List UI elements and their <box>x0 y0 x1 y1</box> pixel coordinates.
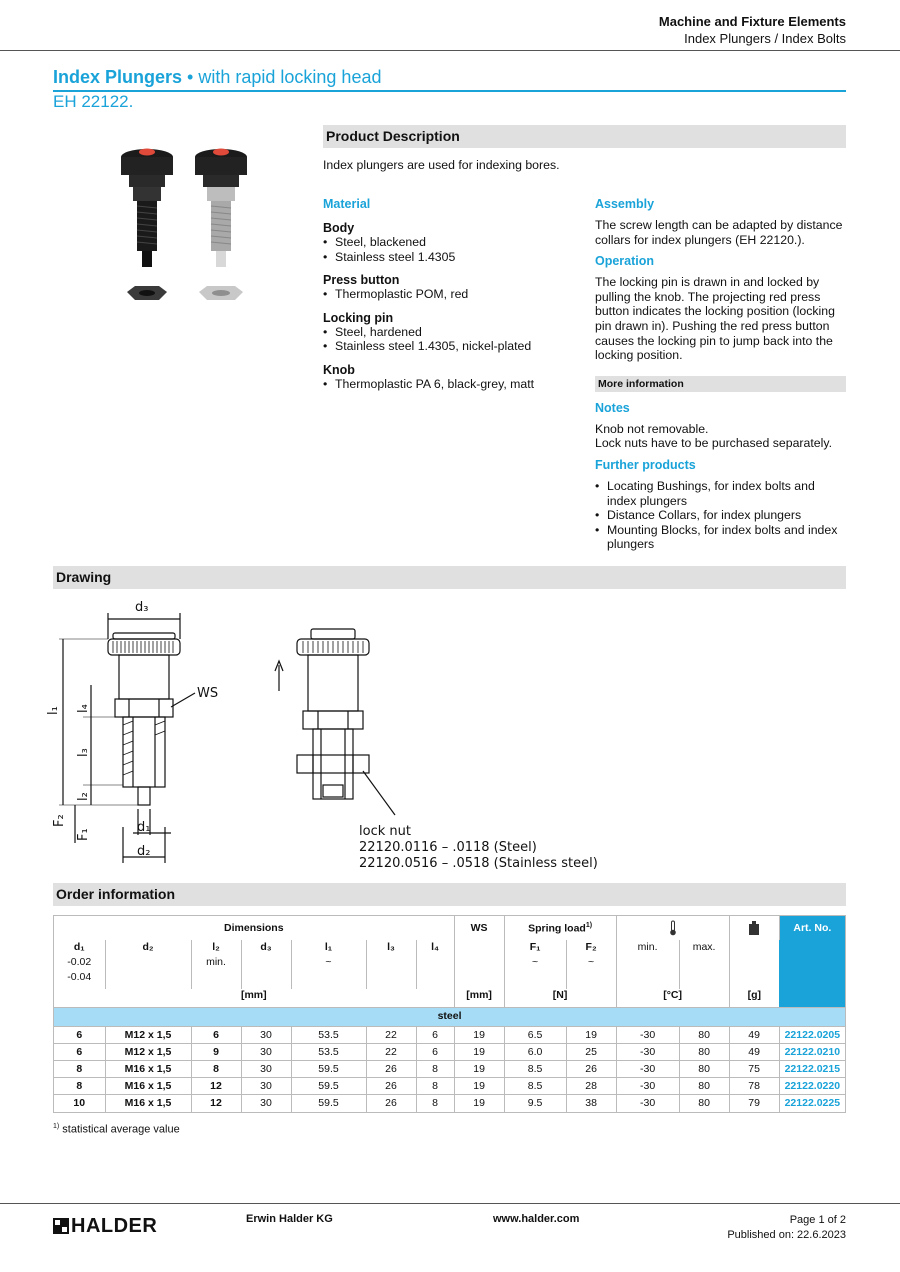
col-d2: d₂ <box>105 940 191 989</box>
unit-g: [g] <box>747 989 762 1001</box>
dimensions-header: Dimensions <box>54 916 454 940</box>
cell-l3: 26 <box>366 1095 416 1112</box>
art-no-link[interactable]: 22122.0205 <box>779 1027 845 1044</box>
cell-d3: 30 <box>241 1078 291 1095</box>
unit-n: [N] <box>504 989 616 1007</box>
further-product-link[interactable]: • Distance Collars, for index plungers <box>595 508 846 523</box>
ws-header: WS <box>454 916 504 940</box>
cell-l1: 59.5 <box>291 1061 366 1078</box>
footer-page: Page 1 of 2 <box>789 1214 846 1226</box>
material-item: • Stainless steel 1.4305 <box>323 250 583 265</box>
unit-mm: [mm] <box>54 989 454 1007</box>
title-underline <box>53 90 846 92</box>
cell-d2: M16 x 1,5 <box>105 1095 191 1112</box>
cell-ws: 19 <box>454 1061 504 1078</box>
cell-temp-max: 80 <box>679 1095 729 1112</box>
cell-d1: 8 <box>54 1078 105 1095</box>
cell-d3: 30 <box>241 1044 291 1061</box>
col-l4: l₄ <box>416 940 454 989</box>
footnote <box>53 1123 180 1136</box>
right-column <box>595 197 846 552</box>
cell-temp-max: 80 <box>679 1044 729 1061</box>
cell-l2: 9 <box>191 1044 241 1061</box>
header-divider <box>0 50 900 51</box>
footer-company: Erwin Halder KG <box>246 1213 333 1225</box>
footer-published: Published on: 22.6.2023 <box>727 1229 846 1241</box>
page-title <box>53 67 381 88</box>
cell-f1: 6.5 <box>504 1027 566 1044</box>
l1-note: ~ <box>325 956 332 968</box>
cell-ws: 19 <box>454 1078 504 1095</box>
drawing-heading: Drawing <box>53 566 846 589</box>
order-table <box>53 915 846 1113</box>
label-d2: d₂ <box>137 844 151 859</box>
further-products-heading: Further products <box>595 457 696 472</box>
l1-label: l₁ <box>324 941 333 953</box>
material-group-name: Knob <box>323 362 355 377</box>
art-no-header: Art. No. <box>779 916 845 1008</box>
title-rest: with rapid locking head <box>198 67 382 87</box>
weight-icon <box>748 920 760 936</box>
cell-l3: 22 <box>366 1044 416 1061</box>
technical-drawing <box>46 595 613 875</box>
cell-weight: 49 <box>729 1027 779 1044</box>
further-product-link[interactable]: • Locating Bushings, for index bolts and index plungers <box>595 479 846 508</box>
material-item: • Steel, hardened <box>323 325 583 340</box>
label-l3: l₃ <box>76 748 91 757</box>
cell-weight: 49 <box>729 1044 779 1061</box>
cell-l1: 59.5 <box>291 1078 366 1095</box>
col-f2 <box>566 940 616 989</box>
page-header <box>659 13 846 47</box>
art-no-link[interactable]: 22122.0225 <box>779 1095 845 1112</box>
weight-header <box>729 916 779 940</box>
cell-f2: 26 <box>566 1061 616 1078</box>
footer-meta <box>727 1213 846 1243</box>
cell-l2: 12 <box>191 1095 241 1112</box>
col-ws <box>454 940 504 989</box>
material-item: • Thermoplastic POM, red <box>323 287 583 302</box>
order-information-heading: Order information <box>53 883 846 906</box>
material-heading: Material <box>323 197 371 211</box>
art-no-link[interactable]: 22122.0210 <box>779 1044 845 1061</box>
header-breadcrumb: Index Plungers / Index Bolts <box>684 31 846 46</box>
further-product-link[interactable]: • Mounting Blocks, for index bolts and index plungers <box>595 523 846 552</box>
lock-nut-stainless: 22120.0516 – .0518 (Stainless steel) <box>359 856 598 871</box>
col-l3: l₃ <box>366 940 416 989</box>
lock-nut-steel: 22120.0116 – .0118 (Steel) <box>359 840 537 855</box>
cell-f2: 28 <box>566 1078 616 1095</box>
col-l2 <box>191 940 241 989</box>
f1-note: ~ <box>532 956 539 968</box>
cell-ws: 19 <box>454 1027 504 1044</box>
cell-d3: 30 <box>241 1061 291 1078</box>
col-d1 <box>54 940 105 989</box>
l2-note: min. <box>206 956 226 968</box>
f2-note: ~ <box>588 956 595 968</box>
product-photo <box>115 140 265 320</box>
cell-weight: 78 <box>729 1078 779 1095</box>
cell-l2: 8 <box>191 1061 241 1078</box>
thermometer-icon <box>668 920 678 936</box>
footer-divider <box>0 1203 900 1204</box>
l2-label: l₂ <box>212 941 220 953</box>
cell-temp-max: 80 <box>679 1061 729 1078</box>
material-group-name: Locking pin <box>323 310 394 325</box>
header-category: Machine and Fixture Elements <box>658 14 846 29</box>
cell-d2: M12 x 1,5 <box>105 1027 191 1044</box>
cell-d2: M16 x 1,5 <box>105 1078 191 1095</box>
product-description-intro: Index plungers are used for indexing bores. <box>323 158 560 172</box>
label-f1: F₁ <box>76 828 91 841</box>
col-weight <box>729 940 779 989</box>
label-ws: WS <box>197 686 219 701</box>
spring-load-header <box>504 916 616 940</box>
material-group-name: Body <box>323 221 355 235</box>
further-products-list <box>595 479 846 552</box>
cell-l4: 8 <box>416 1061 454 1078</box>
label-l1: l₁ <box>46 706 61 715</box>
cell-f1: 6.0 <box>504 1044 566 1061</box>
table-row <box>54 1044 845 1061</box>
cell-l3: 26 <box>366 1078 416 1095</box>
col-temp-max: max. <box>679 940 729 989</box>
cell-d3: 30 <box>241 1095 291 1112</box>
notes-heading: Notes <box>595 400 630 415</box>
assembly-heading: Assembly <box>595 197 655 211</box>
assembly-text: The screw length can be adapted by distance collars for index plungers (EH 22120.). <box>595 218 843 247</box>
cell-l1: 53.5 <box>291 1044 366 1061</box>
table-row <box>54 1095 845 1112</box>
cell-f2: 25 <box>566 1044 616 1061</box>
temperature-header <box>616 916 729 940</box>
label-d1: d₁ <box>137 820 151 835</box>
cell-l2: 6 <box>191 1027 241 1044</box>
more-information-heading: More information <box>595 376 846 392</box>
cell-l4: 6 <box>416 1027 454 1044</box>
spring-load-footnote-ref: 1) <box>585 922 593 929</box>
cell-temp-max: 80 <box>679 1027 729 1044</box>
cell-weight: 75 <box>729 1061 779 1078</box>
cell-f1: 8.5 <box>504 1078 566 1095</box>
cell-weight: 79 <box>729 1095 779 1112</box>
label-l2: l₂ <box>76 792 91 801</box>
cell-ws: 19 <box>454 1044 504 1061</box>
cell-d2: M16 x 1,5 <box>105 1061 191 1078</box>
f2-label: F₂ <box>585 941 597 953</box>
cell-l1: 59.5 <box>291 1095 366 1112</box>
cell-d2: M12 x 1,5 <box>105 1044 191 1061</box>
col-f1 <box>504 940 566 989</box>
operation-text: The locking pin is drawn in and locked by pulling the knob. The projecting red press button indicates the locking position (locking pin drawn in). Pushing the red press button causes the locking pin to jump back into the locking position. <box>595 275 835 363</box>
title-main: Index Plungers <box>53 67 183 87</box>
material-body <box>323 221 583 264</box>
lock-nut-label: lock nut <box>359 824 411 839</box>
art-no-link[interactable]: 22122.0215 <box>779 1061 845 1078</box>
col-l1 <box>291 940 366 989</box>
cell-temp-min: -30 <box>616 1044 679 1061</box>
unit-ws: [mm] <box>454 989 504 1007</box>
cell-d1: 6 <box>54 1027 105 1044</box>
halder-logo <box>53 1217 157 1235</box>
d1-tolerance-upper: -0.02 <box>67 956 92 968</box>
label-d3: d₃ <box>135 600 149 615</box>
operation-heading: Operation <box>595 254 655 269</box>
cell-temp-min: -30 <box>616 1027 679 1044</box>
material-locking-pin <box>323 311 583 354</box>
table-row <box>54 1027 845 1044</box>
cell-l1: 53.5 <box>291 1027 366 1044</box>
material-knob <box>323 363 583 392</box>
product-description-heading: Product Description <box>323 125 846 148</box>
material-item: • Stainless steel 1.4305, nickel-plated <box>323 339 583 354</box>
col-temp-min: min. <box>616 940 679 989</box>
material-press-button <box>323 273 583 302</box>
unit-c: [°C] <box>616 989 729 1007</box>
cell-l4: 6 <box>416 1044 454 1061</box>
label-l4: l₄ <box>76 704 91 713</box>
halder-logo-icon <box>53 1218 69 1234</box>
table-row <box>54 1061 845 1078</box>
cell-l4: 8 <box>416 1095 454 1112</box>
cell-l4: 8 <box>416 1078 454 1095</box>
material-item: • Thermoplastic PA 6, black-grey, matt <box>323 377 583 392</box>
material-group-name: Press button <box>323 273 400 288</box>
cell-temp-min: -30 <box>616 1078 679 1095</box>
cell-l3: 26 <box>366 1061 416 1078</box>
cell-f2: 19 <box>566 1027 616 1044</box>
footnote-marker: 1) <box>53 1123 60 1130</box>
footnote-text: statistical average value <box>62 1123 180 1136</box>
col-d3: d₃ <box>241 940 291 989</box>
cell-temp-min: -30 <box>616 1095 679 1112</box>
note-line: Knob not removable. <box>595 421 709 436</box>
spring-load-label: Spring load <box>528 922 586 935</box>
table-row <box>54 1078 845 1095</box>
cell-l3: 22 <box>366 1027 416 1044</box>
halder-logo-text: HALDER <box>71 1215 158 1237</box>
cell-d1: 10 <box>54 1095 105 1112</box>
cell-d1: 8 <box>54 1061 105 1078</box>
cell-ws: 19 <box>454 1095 504 1112</box>
note-line: Lock nuts have to be purchased separately. <box>595 436 832 451</box>
d1-tolerance-lower: -0.04 <box>67 971 92 983</box>
material-item: • Steel, blackened <box>323 235 583 250</box>
plunger-side-view <box>59 613 195 863</box>
cell-f1: 9.5 <box>504 1095 566 1112</box>
group-row-steel: steel <box>54 1008 845 1027</box>
label-f2: F₂ <box>52 814 67 827</box>
d1-label: d₁ <box>73 941 85 953</box>
footer-website[interactable]: www.halder.com <box>493 1213 580 1225</box>
title-separator: • <box>182 67 199 87</box>
product-code: EH 22122. <box>53 92 134 111</box>
cell-f1: 8.5 <box>504 1061 566 1078</box>
cell-f2: 38 <box>566 1095 616 1112</box>
cell-d3: 30 <box>241 1027 291 1044</box>
art-no-link[interactable]: 22122.0220 <box>779 1078 845 1095</box>
cell-d1: 6 <box>54 1044 105 1061</box>
black-plunger-image <box>121 149 173 301</box>
f1-label: F₁ <box>529 941 541 953</box>
material-section <box>323 197 583 392</box>
cell-temp-min: -30 <box>616 1061 679 1078</box>
plunger-with-lock-nut-view <box>275 629 395 815</box>
cell-temp-max: 80 <box>679 1078 729 1095</box>
cell-l2: 12 <box>191 1078 241 1095</box>
stainless-plunger-image <box>195 149 247 301</box>
